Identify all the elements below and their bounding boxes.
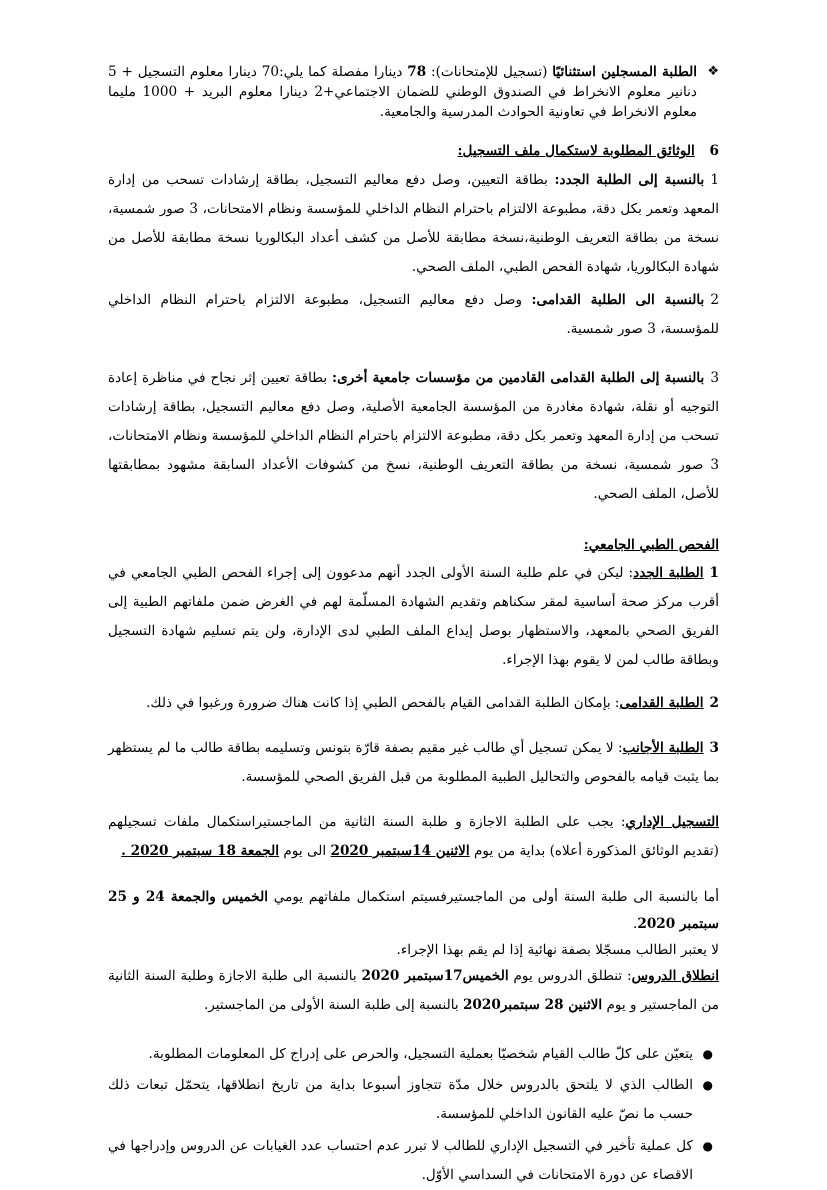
medical-item — [108, 689, 719, 718]
docs-item-text: بطاقة التعيين، وصل دفع معاليم التسجيل، بطاقة إرشادات تسحب من إدارة المعهد وتعمر بكل دقة، مطبوعة الالتزام باحترام النظام الداخلي للمؤسسة ونظام الامتحانات، 3 صور شمسية، نسخة من بطاقة التعريف الوطنية،نسخة مطابقة للأصل من كشف أعداد البكالوريا نسخة مطابقة للأصل من شهادة البكالوريا، شهادة الفحص الطبي، الملف الصحي. — [108, 172, 719, 275]
fee-paragraph — [108, 62, 719, 122]
docs-item — [108, 166, 719, 282]
medical-heading — [108, 533, 719, 557]
master-paragraph — [108, 884, 719, 938]
admin-registration-text-2: الى يوم — [279, 843, 331, 859]
admin-registration-paragraph — [108, 808, 719, 866]
docs-item — [108, 286, 719, 344]
medical-item-lead: الطلبة الأجانب — [622, 740, 704, 756]
bullet-dot-icon: ● — [702, 1078, 713, 1092]
docs-item-lead: بالنسبة الى الطلبة القدامى: — [531, 292, 705, 308]
docs-item-text: بطاقة تعيين إثر نجاح في مناظرة إعادة التوجيه أو نقلة، شهادة مغادرة من المؤسسة الجامعية الأصلية، وصل دفع معاليم التسجيل، بطاقة إرشادات تسحب من إدارة المعهد وتعمر بكل دقة، مطبوعة الالتزام باحترام النظام الداخلي للمؤسسة ونظام الامتحانات، 3 صور شمسية، نسخة من بطاقة التعريف الوطنية، نسخ من كشوفات الأعداد السابقة مشهود بمطابقتها للأصل، الملف الصحي. — [108, 370, 719, 502]
fee-text-rest: دينارا مفصلة كما يلي:70 دينارا معلوم التسجيل + 5 دنانير معلوم الانخراط في الصندوق الوطني للضمان الاجتماعي+2 دينارا معلوم البريد + 1000 مليما معلوم الانخراط في تعاونية الحوادث المدرسية والجامعية. — [108, 64, 697, 120]
list-item-text: يتعيّن على كلّ طالب القيام شخصيّا بعملية التسجيل، والحرص على إدراج كل المعلومات المطلوبة. — [148, 1046, 693, 1062]
docs-heading-title: الوثائق المطلوبة لاستكمال ملف التسجيل: — [457, 143, 695, 159]
bullet-dot-icon: ● — [702, 1139, 713, 1153]
master-dates: الخميس والجمعة 24 و 25 سبتمبر 2020 — [108, 889, 719, 932]
courses-start-text-2: بالنسبة الى طلبة الاجازة وطلبة السنة الثانية من الماجستير و يوم — [108, 968, 719, 1013]
medical-item-text: : بإمكان الطلبة القدامى القيام بالفحص الطبي إذا كانت هناك ضرورة ورغبوا في ذلك. — [146, 695, 620, 711]
fee-text: (تسجيل للإمتحانات): — [426, 64, 553, 80]
list-item-text: كل عملية تأخير في التسجيل الإداري للطالب لا تبرر عدم احتساب عدد الغيابات عن الدروس وإدراجها في الاقصاء عن دورة الامتحانات في السداسي الأوّل. — [108, 1138, 693, 1183]
docs-item-lead: بالنسبة إلى الطلبة القدامى القادمين من مؤسسات جامعية أخرى: — [332, 370, 705, 386]
medical-heading-title: الفحص الطبي الجامعي: — [583, 537, 719, 553]
medical-item — [108, 734, 719, 792]
docs-heading — [108, 139, 719, 163]
admin-registration-label: التسجيل الإداري — [625, 814, 719, 830]
admin-start-date: الاثنين 14سبتمبر 2020 — [330, 843, 470, 859]
medical-item-text: : ليكن في علم طلبة السنة الأولى الجدد أنهم مدعوون إلى إجراء الفحص الطبي الجامعي في أقرب مركز صحة أساسية لمقر سكناهم وتقديم الشهادة المسلّمة لهم في الغرض ضمن ملفاتهم الطبية إلى الفريق الصحي بالمعهد، والاستظهار بوصل إيداع الملف الطبي لدى الإدارة، ولن يتم تسليم شهادة التسجيل وبطاقة طالب لمن لا يقوم بهذا الإجراء. — [108, 565, 719, 668]
master-text: أما بالنسبة الى طلبة السنة أولى من الماجستيرفسيتم استكمال ملفاتهم يومي — [268, 889, 719, 905]
docs-item-number: 3 — [710, 370, 719, 386]
medical-item-number: 3 — [709, 740, 719, 756]
medical-item-lead: الطلبة الجدد — [633, 565, 704, 581]
courses-start-date-2: الاثنين 28 سبتمبر2020 — [462, 997, 603, 1013]
medical-item-text: : لا يمكن تسجيل أي طالب غير مقيم بصفة قارّة بتونس وتسليمه بطاقة طالب ما لم يستظهر بما يثبت قيامه بالفحوص والتحاليل الطبية المطلوبة من قبل الفريق الصحي للمؤسسة. — [108, 740, 719, 785]
admin-end-date: الجمعة 18 سبتمبر 2020 . — [121, 843, 280, 859]
registration-notice: لا يعتبر الطالب مسجّلا بصفة نهائية إذا لم يقم بهذا الإجراء. — [396, 942, 719, 958]
list-item-text: الطالب الذي لا يلتحق بالدروس خلال مدّة تتجاوز أسبوعا بداية من تاريخ انطلاقها، يتحمّل تبعات ذلك حسب ما نصّ عليه القانون الداخلي للمؤسسة. — [108, 1077, 693, 1122]
list-item — [108, 1040, 719, 1069]
courses-start-paragraph — [108, 962, 719, 1020]
medical-item-number: 1 — [709, 565, 719, 581]
docs-heading-number: 6 — [709, 143, 719, 159]
docs-item — [108, 364, 719, 509]
docs-item-text: وصل دفع معاليم التسجيل، مطبوعة الالتزام باحترام النظام الداخلي للمؤسسة، 3 صور شمسية. — [108, 292, 719, 337]
docs-item-number: 2 — [710, 292, 719, 308]
docs-item-number: 1 — [710, 172, 719, 188]
courses-start-label: انطلاق الدروس — [631, 968, 719, 984]
courses-start-text: : تنطلق الدروس يوم — [508, 968, 632, 984]
courses-start-date-1: الخميس17سبتمبر 2020 — [361, 968, 509, 984]
document-page — [108, 62, 719, 1181]
fee-lead: الطلبة المسجلين استثنائيًا — [552, 64, 698, 80]
diamond-bullet-icon: ❖ — [707, 64, 719, 79]
courses-start-text-3: بالنسبة إلى طلبة السنة الأولى من الماجستير. — [203, 997, 463, 1013]
master-text-end: . — [633, 916, 638, 932]
medical-item-lead: الطلبة القدامى — [619, 695, 704, 711]
notes-list — [108, 1040, 719, 1190]
docs-item-lead: بالنسبة إلى الطلبة الجدد: — [554, 172, 705, 188]
fee-amount: 78 — [407, 64, 427, 80]
bullet-dot-icon: ● — [702, 1047, 713, 1061]
medical-item-number: 2 — [709, 695, 719, 711]
admin-registration-text: : يجب على الطلبة الاجازة و طلبة السنة الثانية من الماجستيراستكمال ملفات تسجيلهم (تقديم الوثائق المذكورة أعلاه) بداية من يوم — [108, 814, 719, 859]
list-item — [108, 1132, 719, 1190]
list-item — [108, 1071, 719, 1129]
medical-item — [108, 559, 719, 675]
